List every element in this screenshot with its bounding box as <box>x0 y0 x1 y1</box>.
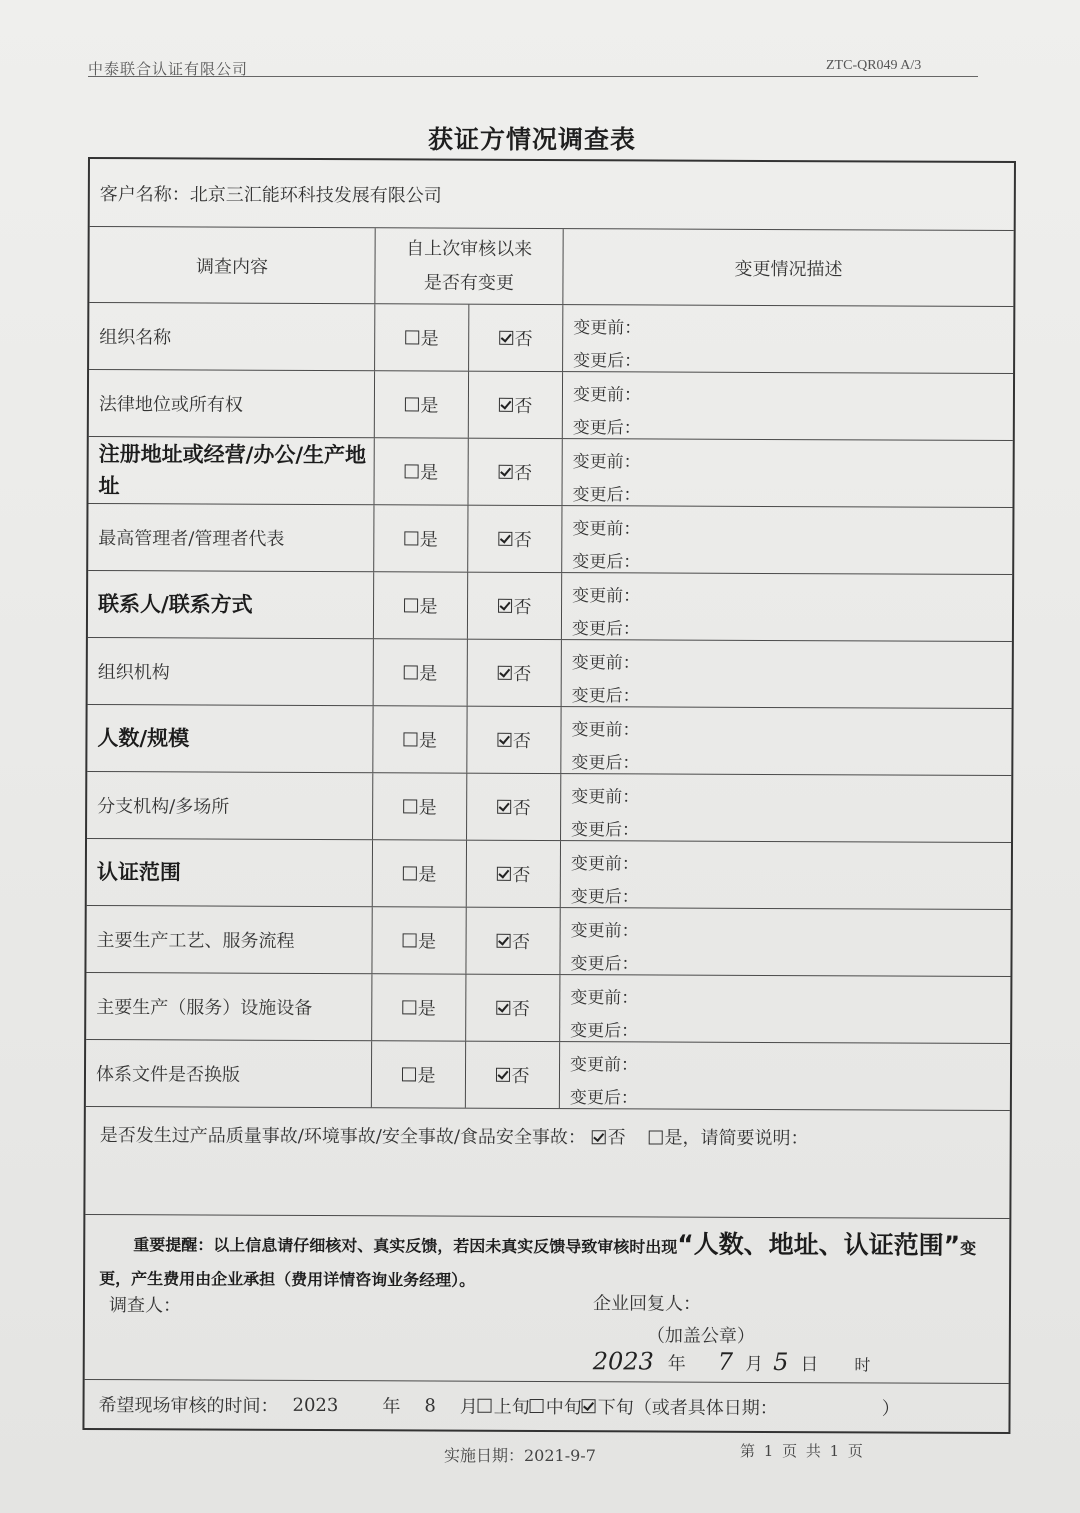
no-label: 否 <box>514 328 533 350</box>
yes-checkbox[interactable] <box>402 933 416 947</box>
before-label: 变更前： <box>571 653 640 674</box>
reply-day: 5 <box>773 1348 789 1377</box>
no-label: 否 <box>511 1065 530 1087</box>
no-checkbox[interactable] <box>497 733 511 747</box>
after-label: 变更后： <box>571 686 640 707</box>
reply-year: 2023 <box>592 1347 654 1376</box>
survey-form <box>82 157 1016 1434</box>
yes-checkbox[interactable] <box>403 665 417 679</box>
no-checkbox[interactable] <box>495 1068 509 1082</box>
before-label: 变更前： <box>569 1055 639 1076</box>
yes-label: 是 <box>417 1065 436 1087</box>
document-code: ZTC-QR049 A/3 <box>826 58 922 73</box>
incident-question: 是否发生过产品质量事故/环境事故/安全事故/食品安全事故： <box>99 1125 586 1149</box>
before-label: 变更前： <box>571 720 640 741</box>
yes-checkbox[interactable] <box>402 866 416 880</box>
yes-checkbox[interactable] <box>402 1000 416 1014</box>
yes-label: 是 <box>420 395 439 417</box>
yes-label: 是 <box>420 462 439 484</box>
after-label: 变更后： <box>571 619 640 640</box>
after-label: 变更后： <box>569 1088 638 1109</box>
no-label: 否 <box>512 931 531 953</box>
change-description[interactable] <box>561 774 1011 842</box>
item-label: 人数/规模 <box>87 705 373 772</box>
no-label: 否 <box>513 529 532 551</box>
after-label: 变更后： <box>570 1021 639 1042</box>
reply-month: 7 <box>717 1347 734 1376</box>
table-row <box>86 906 1010 977</box>
no-checkbox[interactable] <box>496 867 510 881</box>
table-row <box>86 1040 1010 1111</box>
after-label: 变更后： <box>571 820 640 841</box>
table-row <box>89 303 1013 374</box>
change-description[interactable] <box>562 439 1012 507</box>
before-label: 变更前： <box>570 854 639 875</box>
before-label: 变更前： <box>572 385 642 406</box>
before-label: 变更前： <box>572 586 641 607</box>
no-label: 否 <box>512 797 531 819</box>
yes-label: 是 <box>419 529 438 551</box>
change-description[interactable] <box>562 573 1012 641</box>
change-description[interactable] <box>561 841 1011 909</box>
reminder-row <box>85 1215 1010 1384</box>
yes-checkbox[interactable] <box>404 464 418 478</box>
item-label: 分支机构/多场所 <box>87 772 373 839</box>
client-label: 客户名称： <box>99 183 190 205</box>
after-label: 变更后： <box>570 954 639 975</box>
no-checkbox[interactable] <box>496 934 510 948</box>
item-label: 主要生产（服务）设施设备 <box>86 973 372 1040</box>
reply-date: 2023 年 7 月 5 日 时 <box>592 1347 871 1377</box>
no-label: 否 <box>512 864 531 886</box>
yes-label: 是 <box>418 864 437 886</box>
after-label: 变更后： <box>571 753 640 774</box>
yes-label: 是 <box>420 328 439 350</box>
no-checkbox[interactable] <box>497 666 511 680</box>
respondent-label: 企业回复人： <box>592 1293 702 1315</box>
yes-checkbox[interactable] <box>404 598 418 612</box>
table-row <box>88 571 1012 642</box>
item-label: 注册地址或经营/办公/生产地址 <box>88 437 374 504</box>
table-row <box>87 772 1011 843</box>
yes-checkbox[interactable] <box>401 1067 415 1081</box>
no-label: 否 <box>514 395 533 417</box>
late-checkbox[interactable] <box>582 1399 596 1413</box>
no-checkbox[interactable] <box>498 599 512 613</box>
yes-label: 是 <box>417 998 436 1020</box>
mid-checkbox[interactable] <box>530 1399 544 1413</box>
col-header-description: 变更情况描述 <box>734 258 843 280</box>
audit-year: 2023 <box>292 1394 339 1416</box>
important-reminder: 重要提醒：以上信息请仔细核对、真实反馈，若因未真实反馈导致审核时出现“人数、地址、认证范围”变更，产生费用由企业承担（费用详情咨询业务经理）。 <box>99 1229 977 1290</box>
yes-label: 是 <box>419 663 438 685</box>
no-checkbox[interactable] <box>496 1001 510 1015</box>
no-checkbox[interactable] <box>498 532 512 546</box>
yes-checkbox[interactable] <box>405 330 419 344</box>
after-label: 变更后： <box>573 351 642 372</box>
item-label: 认证范围 <box>87 839 373 906</box>
change-description[interactable] <box>560 1042 1010 1110</box>
item-label: 组织名称 <box>89 303 375 370</box>
incident-no-checkbox[interactable] <box>592 1130 606 1144</box>
table-row <box>87 705 1011 776</box>
yes-checkbox[interactable] <box>404 397 418 411</box>
client-row <box>90 159 1014 231</box>
incident-yes-checkbox[interactable] <box>649 1130 663 1144</box>
item-label: 主要生产工艺、服务流程 <box>86 906 372 973</box>
before-label: 变更前： <box>573 318 642 339</box>
before-label: 变更前： <box>570 988 639 1009</box>
page-title: 获证方情况调查表 <box>427 125 636 154</box>
effective-date: 实施日期：2021-9-7 <box>444 1446 596 1465</box>
audit-time-label: 希望现场审核的时间： <box>98 1395 279 1417</box>
audit-month: 8 <box>424 1394 436 1417</box>
header-rule <box>88 76 978 77</box>
item-label: 最高管理者/管理者代表 <box>88 504 374 571</box>
company-name: 中泰联合认证有限公司 <box>88 60 249 78</box>
change-description[interactable] <box>563 305 1013 373</box>
after-label: 变更后： <box>572 418 641 439</box>
change-description[interactable] <box>560 908 1010 976</box>
incident-row <box>85 1111 1009 1219</box>
specific-date-label: （或者具体日期： <box>633 1397 778 1420</box>
before-label: 变更前： <box>572 519 641 540</box>
yes-checkbox[interactable] <box>403 799 417 813</box>
no-checkbox[interactable] <box>498 398 512 412</box>
after-label: 变更后： <box>570 887 639 908</box>
item-label: 法律地位或所有权 <box>89 370 375 437</box>
col-header-changed: 自上次审核以来 是否有变更 <box>375 228 563 304</box>
early-checkbox[interactable] <box>478 1399 492 1413</box>
after-label: 变更后： <box>572 485 641 506</box>
before-label: 变更前： <box>572 452 641 473</box>
after-label: 变更后： <box>572 552 641 573</box>
table-row <box>88 437 1012 508</box>
yes-checkbox[interactable] <box>403 732 417 746</box>
before-label: 变更前： <box>570 921 639 942</box>
before-label: 变更前： <box>571 787 640 808</box>
incident-yes-label: 是，请简要说明： <box>664 1127 809 1150</box>
page-number: 第 1 页 共 1 页 <box>740 1442 865 1460</box>
table-row <box>89 370 1013 441</box>
table-row <box>88 638 1012 709</box>
change-description[interactable] <box>560 975 1010 1043</box>
change-description[interactable] <box>562 640 1012 708</box>
yes-label: 是 <box>418 931 437 953</box>
seal-note: （加盖公章） <box>646 1325 755 1347</box>
investigator-label: 调查人： <box>108 1295 182 1317</box>
col-header-content: 调查内容 <box>89 227 375 303</box>
item-label: 联系人/联系方式 <box>88 571 374 638</box>
audit-time-row: 希望现场审核的时间： 2023 年 8 月 上旬 中旬 下旬 （或者具体日期： ） <box>84 1380 1008 1432</box>
yes-label: 是 <box>419 596 438 618</box>
item-label: 体系文件是否换版 <box>86 1040 372 1107</box>
client-name: 北京三汇能环科技发展有限公司 <box>189 183 442 207</box>
change-description[interactable] <box>563 372 1013 440</box>
yes-label: 是 <box>418 797 437 819</box>
change-description[interactable] <box>562 506 1012 574</box>
no-label: 否 <box>511 998 530 1020</box>
no-label: 否 <box>514 462 533 484</box>
no-checkbox[interactable] <box>498 465 512 479</box>
incident-no-label: 否 <box>607 1127 626 1149</box>
no-label: 否 <box>513 663 532 685</box>
table-row <box>88 504 1012 575</box>
no-label: 否 <box>512 730 531 752</box>
yes-checkbox[interactable] <box>404 531 418 545</box>
no-label: 否 <box>513 596 532 618</box>
change-description[interactable] <box>561 707 1011 775</box>
no-checkbox[interactable] <box>499 331 513 345</box>
table-row <box>87 839 1011 910</box>
no-checkbox[interactable] <box>497 800 511 814</box>
item-label: 组织机构 <box>88 638 374 705</box>
table-header-row <box>89 227 1013 307</box>
yes-label: 是 <box>418 730 438 752</box>
table-row <box>86 973 1010 1044</box>
